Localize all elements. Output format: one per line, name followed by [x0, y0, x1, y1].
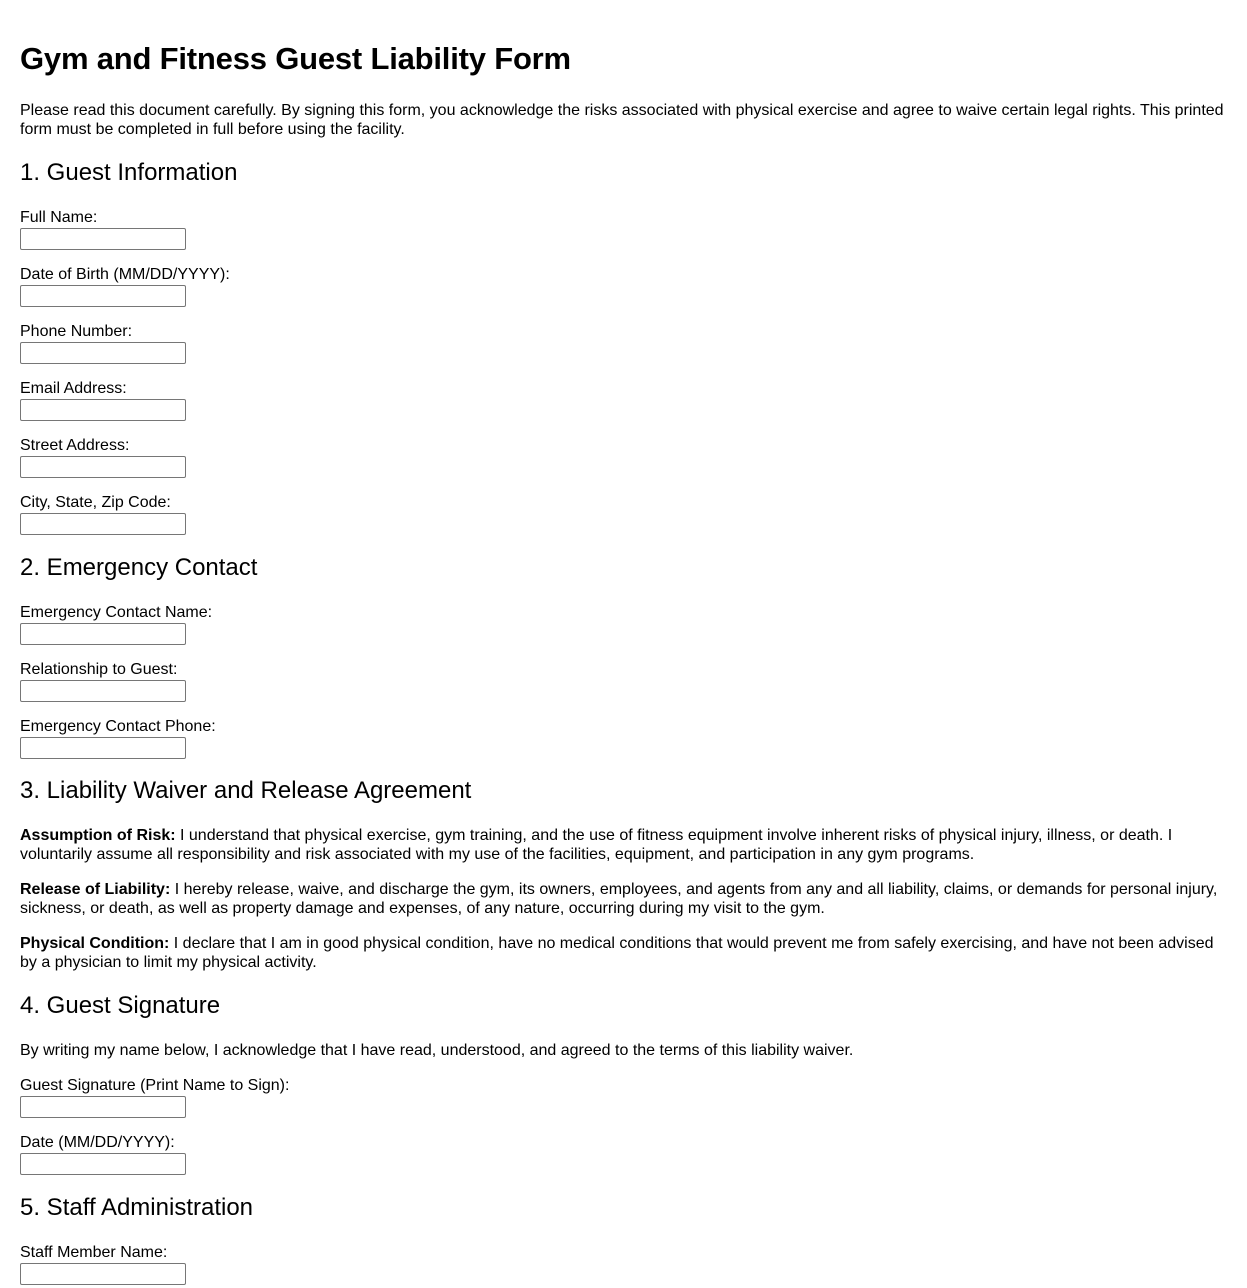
full-name-input[interactable]: [20, 228, 186, 250]
section-heading-guest-signature: 4. Guest Signature: [20, 992, 221, 1019]
physical-condition-paragraph: [20, 934, 1227, 972]
emergency-contact-phone-field: [20, 717, 216, 759]
emergency-contact-name-label: Emergency Contact Name:: [20, 604, 213, 621]
release-of-liability-term: Release of Liability:: [20, 881, 171, 898]
section-heading-staff-administration: 5. Staff Administration: [20, 1194, 254, 1221]
email-address-label: Email Address:: [20, 380, 127, 397]
emergency-contact-name-input[interactable]: [20, 623, 186, 645]
emergency-contact-phone-label: Emergency Contact Phone:: [20, 718, 216, 735]
assumption-of-risk-text: I understand that physical exercise, gym training, and the use of fitness equipment involve inherent risks of physical injury, illness, or death. I voluntarily assume all responsibility and risk associated with my use of the facilities, equipment, and participation in any gym programs.: [20, 827, 1173, 863]
date-of-birth-label: Date of Birth (MM/DD/YYYY):: [20, 266, 230, 283]
staff-member-name-input[interactable]: [20, 1263, 186, 1285]
signature-date-label: Date (MM/DD/YYYY):: [20, 1134, 175, 1151]
physical-condition-term: Physical Condition:: [20, 935, 170, 952]
relationship-label: Relationship to Guest:: [20, 661, 178, 678]
street-address-input[interactable]: [20, 456, 186, 478]
emergency-contact-phone-input[interactable]: [20, 737, 186, 759]
phone-number-field: [20, 322, 186, 364]
section-heading-emergency-contact: 2. Emergency Contact: [20, 554, 258, 581]
physical-condition-text: I declare that I am in good physical condition, have no medical conditions that would prevent me from safely exercising, and have not been advised by a physician to limit my physical activity.: [20, 935, 1214, 971]
relationship-field: [20, 660, 186, 702]
street-address-field: [20, 436, 186, 478]
guest-signature-input[interactable]: [20, 1096, 186, 1118]
section-heading-guest-information: 1. Guest Information: [20, 159, 238, 186]
section-heading-liability-waiver: 3. Liability Waiver and Release Agreement: [20, 777, 472, 804]
signature-date-input[interactable]: [20, 1153, 186, 1175]
staff-member-name-field: [20, 1243, 186, 1285]
city-state-zip-label: City, State, Zip Code:: [20, 494, 171, 511]
signature-date-field: [20, 1133, 186, 1175]
date-of-birth-field: [20, 265, 230, 307]
date-of-birth-input[interactable]: [20, 285, 186, 307]
guest-signature-field: [20, 1076, 289, 1118]
phone-number-label: Phone Number:: [20, 323, 133, 340]
city-state-zip-input[interactable]: [20, 513, 186, 535]
release-of-liability-text: I hereby release, waive, and discharge the gym, its owners, employees, and agents from any and all liability, claims, or demands for personal injury, sickness, or death, as well as property damage and expenses, of any nature, occurring during my visit to the gym.: [20, 881, 1218, 917]
assumption-of-risk-paragraph: [20, 826, 1227, 864]
phone-number-input[interactable]: [20, 342, 186, 364]
full-name-label: Full Name:: [20, 209, 98, 226]
guest-signature-label: Guest Signature (Print Name to Sign):: [20, 1077, 290, 1094]
staff-member-name-label: Staff Member Name:: [20, 1244, 168, 1261]
full-name-field: [20, 208, 186, 250]
release-of-liability-paragraph: [20, 880, 1227, 918]
relationship-input[interactable]: [20, 680, 186, 702]
city-state-zip-field: [20, 493, 186, 535]
email-address-field: [20, 379, 186, 421]
page-title: Gym and Fitness Guest Liability Form: [20, 41, 571, 76]
street-address-label: Street Address:: [20, 437, 130, 454]
intro-text: Please read this document carefully. By signing this form, you acknowledge the risks associated with physical exercise and agree to waive certain legal rights. This printed form must be completed in full before using the facility.: [20, 102, 1224, 138]
emergency-contact-name-field: [20, 603, 212, 645]
signature-acknowledgement: By writing my name below, I acknowledge that I have read, understood, and agreed to the terms of this liability waiver.: [20, 1042, 854, 1059]
assumption-of-risk-term: Assumption of Risk:: [20, 827, 176, 844]
email-address-input[interactable]: [20, 399, 186, 421]
